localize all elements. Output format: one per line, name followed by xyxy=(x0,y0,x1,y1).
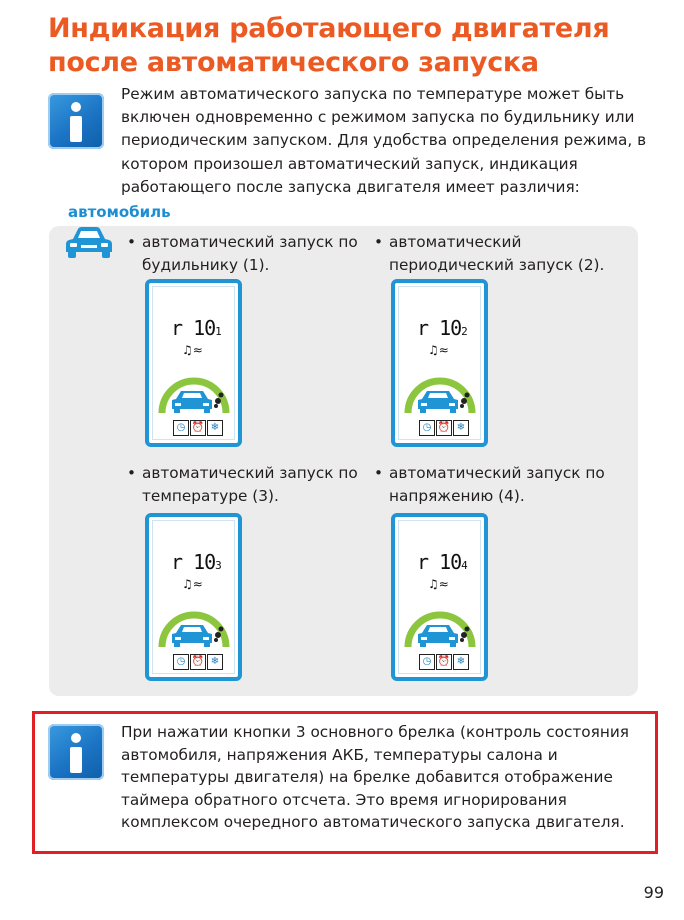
list-item: • автоматический запуск по температуре (3). xyxy=(127,462,377,508)
snowflake-icon: ❄ xyxy=(453,654,469,670)
clock-icon: ◷ xyxy=(419,420,435,436)
info-icon xyxy=(48,93,104,149)
music-icon: ♫≈ xyxy=(182,577,203,591)
list-item-text: автоматический периодический запуск (2). xyxy=(389,233,605,274)
page-title-line-1: Индикация работающего двигателя xyxy=(48,13,610,44)
page-title xyxy=(48,12,668,80)
list-item-text: автоматический запуск по температуре (3). xyxy=(142,464,358,505)
info-icon xyxy=(48,724,104,780)
page-title-line-2: после автоматического запуска xyxy=(48,47,539,78)
display-readout: r 102 xyxy=(417,316,468,340)
status-icons xyxy=(173,654,223,670)
music-icon: ♫≈ xyxy=(428,577,449,591)
intro-paragraph: Режим автоматического запуска по температуре может быть включен одновременно с режимом запуска по будильнику или периодическим запуском. Для удобства определения режима, в котором произошел автоматический запуск, индикация работающего после запуска двигателя имеет различия: xyxy=(121,85,647,196)
engine-gauge xyxy=(156,361,232,417)
display-readout: r 101 xyxy=(171,316,222,340)
keyfob-display xyxy=(391,513,488,681)
status-icons xyxy=(173,420,223,436)
engine-gauge xyxy=(156,595,232,651)
alarm-icon: ⏰ xyxy=(436,654,452,670)
display-readout: r 104 xyxy=(417,550,468,574)
snowflake-icon: ❄ xyxy=(453,420,469,436)
music-icon: ♫≈ xyxy=(428,343,449,357)
alarm-icon: ⏰ xyxy=(436,420,452,436)
list-item-text: автоматический запуск по будильнику (1). xyxy=(142,233,358,274)
engine-gauge xyxy=(402,361,478,417)
music-icon: ♫≈ xyxy=(182,343,203,357)
section-label: автомобиль xyxy=(68,203,171,221)
list-item: • автоматический запуск по напряжению (4). xyxy=(374,462,614,508)
note-text: При нажатии кнопки 3 основного брелка (контроль состояния автомобиля, напряжения АКБ, температуры салона и температуры двигателя) на брелке добавится отображение таймера обратного отсчета. Это время игнорирования комплексом очередного автоматического запуска двигателя. xyxy=(121,723,630,832)
keyfob-display xyxy=(391,279,488,447)
clock-icon: ◷ xyxy=(173,420,189,436)
keyfob-display xyxy=(145,279,242,447)
page-number: 99 xyxy=(643,883,664,902)
alarm-icon: ⏰ xyxy=(190,420,206,436)
list-item-text: автоматический запуск по напряжению (4). xyxy=(389,464,605,505)
indication-panel xyxy=(49,226,638,696)
clock-icon: ◷ xyxy=(419,654,435,670)
list-item: • автоматический запуск по будильнику (1). xyxy=(127,231,377,277)
alarm-icon: ⏰ xyxy=(190,654,206,670)
display-readout: r 103 xyxy=(171,550,222,574)
engine-gauge xyxy=(402,595,478,651)
status-icons xyxy=(419,654,469,670)
clock-icon: ◷ xyxy=(173,654,189,670)
snowflake-icon: ❄ xyxy=(207,654,223,670)
car-icon xyxy=(64,224,114,260)
status-icons xyxy=(419,420,469,436)
keyfob-display xyxy=(145,513,242,681)
snowflake-icon: ❄ xyxy=(207,420,223,436)
list-item: • автоматический периодический запуск (2). xyxy=(374,231,614,277)
